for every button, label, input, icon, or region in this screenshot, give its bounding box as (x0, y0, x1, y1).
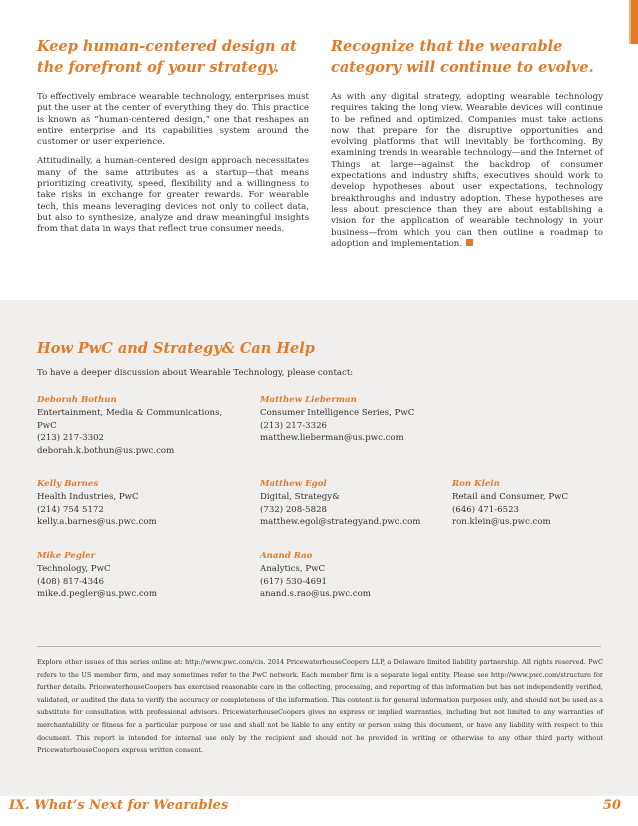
contact-phone: (214) 754 5172 (37, 504, 104, 515)
left-column-heading: Keep human-centered design at the forefront of your strategy. (37, 38, 297, 76)
contact-phone: (646) 471-6523 (452, 504, 520, 515)
contact-phone: (213) 217-3302 (37, 433, 105, 444)
left-column (37, 36, 309, 244)
contact-email-link[interactable]: anand.s.rao@us.pwc.com (260, 589, 371, 600)
contact-role: Analytics, PwC (260, 564, 326, 575)
contact-card (452, 478, 568, 529)
contact-role: Health Industries, PwC (37, 492, 139, 503)
contact-email-link[interactable]: matthew.egol@strategyand.pwc.com (260, 517, 421, 528)
contact-name: Deborah Bothun (37, 395, 117, 405)
contact-name: Anand Rao (260, 551, 313, 561)
contact-name: Matthew Egol (260, 479, 327, 489)
contact-card (260, 394, 414, 445)
left-paragraph-2: Attitudinally, a human-centered design approach necessitates many of the same attributes as a startup—that means prioritizing creativity, speed, flexibility and a willingness to take risks in exchange for greater rewards. For wearable tech, this means leveraging devices not only to collect data, but also to synthesize, analyze and draw meaningful insights from that data in ways that reflect true consumer needs. (37, 156, 309, 235)
contact-email-link[interactable]: deborah.k.bothun@us.pwc.com (37, 445, 175, 456)
right-column (331, 36, 603, 258)
page-number: 50 (602, 798, 621, 813)
contact-phone: (408) 817-4346 (37, 576, 105, 587)
end-of-article-icon (466, 239, 473, 246)
right-column-heading: Recognize that the wearable category will continue to evolve. (331, 38, 594, 76)
contact-role: Consumer Intelligence Series, PwC (260, 408, 415, 419)
footer-section-title: IX. What’s Next for Wearables (9, 798, 229, 813)
contact-role: Digital, Strategy& (260, 492, 340, 503)
contact-card (37, 550, 157, 601)
contact-name: Ron Klein (452, 479, 500, 489)
contact-card (37, 394, 222, 457)
divider (37, 646, 601, 647)
contact-role: Retail and Consumer, PwC (452, 492, 569, 503)
contact-role: Technology, PwC (37, 564, 111, 575)
contact-card (260, 478, 420, 529)
contact-phone: (617) 530-4691 (260, 576, 328, 587)
contact-email-link[interactable]: kelly.a.barnes@us.pwc.com (37, 517, 157, 528)
contact-card (37, 478, 157, 529)
section-tab-marker (629, 0, 638, 44)
contact-name: Matthew Lieberman (260, 395, 357, 405)
contact-email-link[interactable]: matthew.lieberman@us.pwc.com (260, 433, 404, 444)
right-paragraph-1 (331, 92, 603, 250)
contact-panel (0, 300, 638, 796)
left-paragraph-1: To effectively embrace wearable technology, enterprises must put the user at the center of everything they do. This practice is known as “human-centered design,” one that reshapes an entire enterprise and its capabilities system around the customer or user experience. (37, 92, 309, 148)
contact-phone: (732) 208-5828 (260, 504, 328, 515)
contact-card (260, 550, 371, 601)
contact-email-link[interactable]: ron.klein@us.pwc.com (452, 517, 551, 528)
contact-email-link[interactable]: mike.d.pegler@us.pwc.com (37, 589, 157, 600)
contact-role: PwC (37, 420, 57, 431)
right-paragraph-1-text: As with any digital strategy, adopting wearable technology requires taking the long view. Wearable devices will continue to be refined and optimized. Companies must take actions now that prepare for the disruptive opportunities and evolving platforms that will inevitably be forthcoming. By examining trends in wearable technology—and the Internet of Things at large—against the backdrop of consumer expectations and industry shifts, executives should work to develop hypotheses about user expectations, technology breakthroughs and industry adoption. These hypotheses are less about prescience than they are about establishing a vision for the application of wearable technology in your business—from which you can then outline a roadmap to adoption and implementation. (331, 92, 603, 249)
help-intro: To have a deeper discussion about Wearable Technology, please contact: (37, 368, 354, 378)
contact-phone: (213) 217-3326 (260, 420, 328, 431)
contact-name: Mike Pegler (37, 551, 96, 561)
help-title: How PwC and Strategy& Can Help (37, 340, 315, 357)
legal-disclaimer: Explore other issues of this series online at: http://www.pwc.com/cis. 2014 PricewaterhouseCoopers LLP, a Delaware limited liability partnership. All rights reserved. PwC refers to the US member firm, and may sometimes refer to the PwC network. Each member firm is a separate legal entity. Please see http://www.pwc.com/structure for further details. PricewaterhouseCoopers has exercised reasonable care in the collecting, processing, and reporting of this information but has not independently verified, validated, or audited the data to verify the accuracy or completeness of the information. This content is for general information purposes only, and should not be used as a substitute for consultation with professional advisors. PricewaterhouseCoopers gives no express or implied warranties, including but not limited to any warranties of merchantability or fitness for a particular purpose or use and shall not be liable to any entity or person using this document, or have any liability with respect to this document. This report is intended for internal use only by the recipient and should not be provided in writing or otherwise to any other third party without PricewaterhouseCoopers express written consent. (37, 658, 603, 755)
contact-name: Kelly Barnes (37, 479, 99, 489)
contact-role: Entertainment, Media & Communications, (37, 408, 223, 419)
